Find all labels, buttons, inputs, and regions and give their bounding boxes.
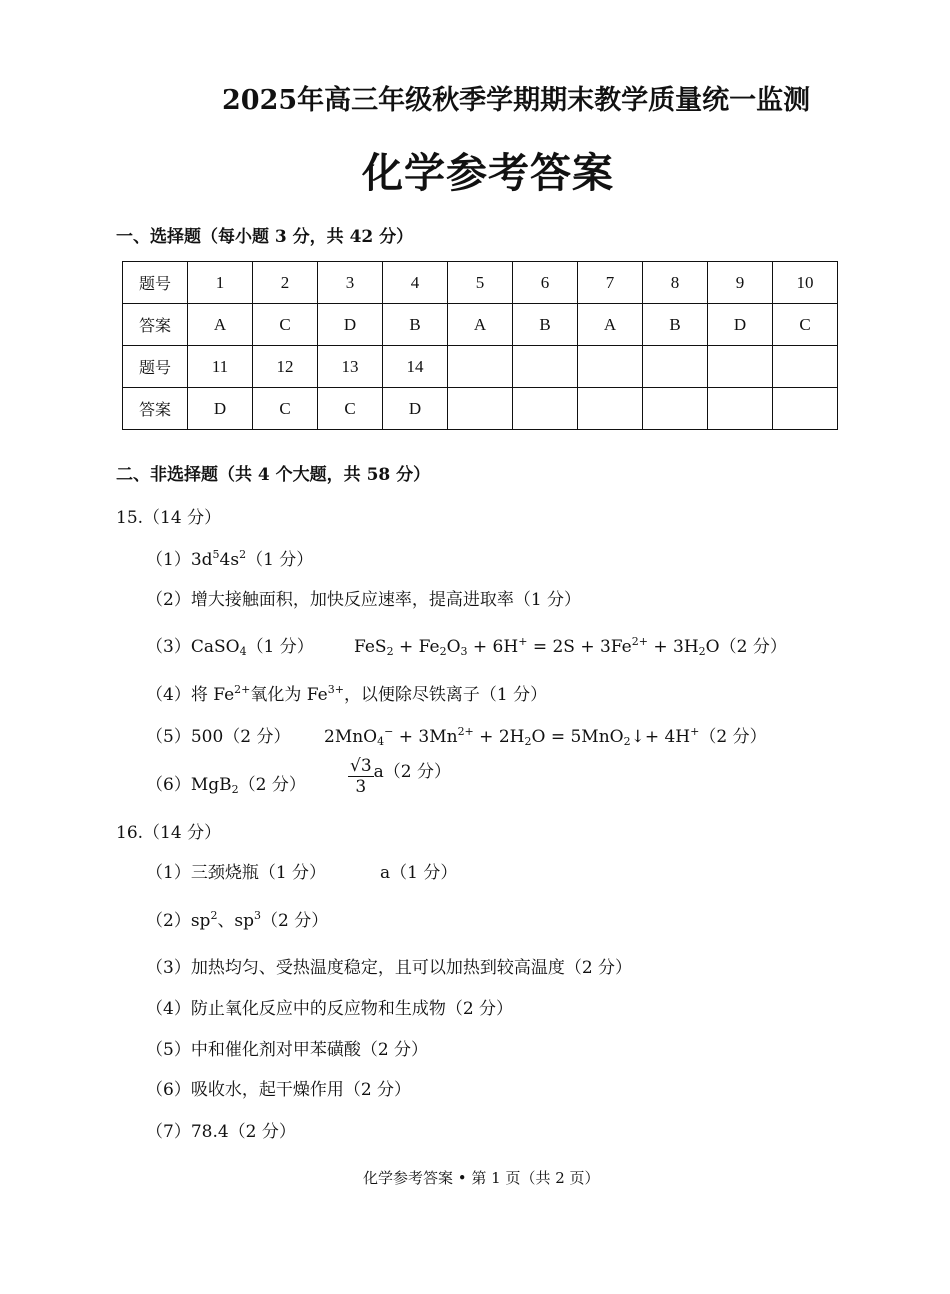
formula (191, 637, 247, 657)
subscript: 2 (231, 783, 239, 796)
eq-text: FeS (354, 637, 387, 657)
table-row (123, 346, 838, 388)
superscript: 2+ (234, 683, 251, 696)
subscript: 4 (239, 645, 247, 658)
fraction (348, 756, 374, 797)
eq-text: + 6H (467, 637, 519, 657)
question-number: 1 (188, 262, 253, 304)
document-title: 化学参考答案 (362, 149, 614, 197)
question-number: 8 (643, 262, 708, 304)
fraction-numerator: √3 (350, 756, 372, 776)
question-number: 13 (318, 346, 383, 388)
eq-text: + 3H (647, 637, 699, 657)
score: （2 分） (383, 762, 452, 782)
eq-text: O = 5MnO (531, 727, 624, 747)
q15-equation-1 (354, 632, 787, 658)
superscript: 2 (210, 909, 218, 922)
answer-table (122, 261, 838, 430)
score: （2 分） (699, 727, 767, 747)
eq-text: + Fe (393, 637, 440, 657)
exam-title: 2025年高三年级秋季学期期末教学质量统一监测 (222, 85, 811, 116)
question-number: 2 (253, 262, 318, 304)
q15-part-1 (146, 545, 313, 570)
question-number: 11 (188, 346, 253, 388)
answer-cell: B (513, 304, 578, 346)
q16-part-4: （4）防止氧化反应中的反应物和生成物（2 分） (146, 999, 514, 1019)
q15-part-5: （5）500（2 分） (146, 727, 291, 747)
superscript: − (384, 725, 394, 738)
answer-cell (708, 388, 773, 430)
formula (191, 775, 239, 795)
row-label: 答案 (123, 304, 188, 346)
question-number: 10 (773, 262, 838, 304)
formula (191, 550, 246, 570)
formula-text: sp (190, 911, 211, 931)
question-number (708, 346, 773, 388)
q16-part-6: （6）吸收水，起干燥作用（2 分） (146, 1080, 412, 1100)
q16-part-7: （7）78.4（2 分） (146, 1122, 296, 1142)
variable: a (373, 762, 384, 782)
subscript: 4 (377, 735, 385, 748)
section-2-title: 二、非选择题（共 4 个大题，共 58 分） (116, 465, 431, 485)
q15-part-3 (146, 632, 314, 658)
question-number: 9 (708, 262, 773, 304)
part-index: （2） (146, 911, 191, 931)
question-number: 3 (318, 262, 383, 304)
subscript: 3 (460, 645, 468, 658)
q15-part-4 (146, 680, 547, 705)
answer-cell (513, 388, 578, 430)
answer-cell: C (253, 304, 318, 346)
eq-text: O (705, 637, 720, 657)
answer-cell (643, 388, 708, 430)
answer-cell: C (253, 388, 318, 430)
formula-text: CaSO (190, 637, 240, 657)
superscript: + (690, 725, 700, 738)
superscript: 2+ (631, 635, 648, 648)
score: （2 分） (238, 775, 306, 795)
question-number: 12 (253, 346, 318, 388)
q15-equation-2 (324, 722, 767, 748)
table-row (123, 262, 838, 304)
subscript: 2 (698, 645, 706, 658)
q16-header: 16.（14 分） (116, 823, 222, 843)
score: （2 分） (261, 911, 329, 931)
text: （4）将 Fe (146, 685, 235, 705)
page-footer: 化学参考答案 • 第 1 页（共 2 页） (363, 1169, 600, 1187)
question-number: 7 (578, 262, 643, 304)
row-label: 答案 (123, 388, 188, 430)
superscript: 5 (212, 548, 220, 561)
question-number: 6 (513, 262, 578, 304)
answer-cell: A (578, 304, 643, 346)
question-number (513, 346, 578, 388)
question-number: 4 (383, 262, 448, 304)
answer-cell: C (318, 388, 383, 430)
part-index: （3） (146, 637, 191, 657)
question-number (448, 346, 513, 388)
score: （2 分） (719, 637, 787, 657)
q15-part-2: （2）增大接触面积，加快反应速率，提高进取率（1 分） (146, 590, 582, 610)
formula-text: MgB (190, 775, 232, 795)
eq-text: = 2S + 3Fe (527, 637, 632, 657)
score: （1 分） (246, 637, 314, 657)
formula-text: 4s (219, 550, 240, 570)
subscript: 2 (623, 735, 631, 748)
table-row (123, 304, 838, 346)
row-label: 题号 (123, 346, 188, 388)
eq-text: 2MnO (324, 727, 378, 747)
question-number (643, 346, 708, 388)
text: 氧化为 Fe (250, 685, 328, 705)
row-label: 题号 (123, 262, 188, 304)
answer-cell: B (643, 304, 708, 346)
part-index: （1） (146, 550, 191, 570)
answer-cell: D (188, 388, 253, 430)
score: （1 分） (246, 550, 314, 570)
question-number: 5 (448, 262, 513, 304)
answer-cell: D (383, 388, 448, 430)
question-number (773, 346, 838, 388)
superscript: 2+ (457, 725, 474, 738)
q16-part-2 (146, 906, 328, 931)
q16-part-3: （3）加热均匀、受热温度稳定，且可以加热到较高温度（2 分） (146, 958, 633, 978)
formula-text: 、sp (217, 911, 255, 931)
q16-part-1a: （1）三颈烧瓶（1 分） (146, 863, 327, 883)
eq-text: + 3Mn (393, 727, 458, 747)
answer-cell (773, 388, 838, 430)
superscript: 3+ (327, 683, 344, 696)
table-row (123, 388, 838, 430)
answer-cell: C (773, 304, 838, 346)
answer-cell: D (318, 304, 383, 346)
answer-cell (448, 388, 513, 430)
superscript: + (518, 635, 528, 648)
answer-cell: D (708, 304, 773, 346)
answer-cell: A (188, 304, 253, 346)
subscript: 2 (439, 645, 447, 658)
section-1-title: 一、选择题（每小题 3 分，共 42 分） (116, 227, 414, 247)
eq-text: O (446, 637, 461, 657)
subscript: 2 (386, 645, 394, 658)
formula-text: 3d (190, 550, 213, 570)
q15-part-6 (146, 770, 306, 796)
answer-cell (578, 388, 643, 430)
question-number (578, 346, 643, 388)
fraction-denominator: 3 (355, 777, 367, 797)
q15-fraction-answer (348, 752, 452, 797)
question-number: 14 (383, 346, 448, 388)
answer-cell: A (448, 304, 513, 346)
text: ，以便除尽铁离子（1 分） (343, 685, 548, 705)
superscript: 3 (254, 909, 262, 922)
q15-header: 15.（14 分） (116, 508, 222, 528)
eq-text: ↓+ 4H (630, 727, 691, 747)
q16-part-1b: a（1 分） (380, 863, 458, 883)
part-index: （6） (146, 775, 191, 795)
eq-text: + 2H (473, 727, 525, 747)
answer-cell: B (383, 304, 448, 346)
q16-part-5: （5）中和催化剂对甲苯磺酸（2 分） (146, 1040, 429, 1060)
subscript: 2 (524, 735, 532, 748)
superscript: 2 (239, 548, 247, 561)
